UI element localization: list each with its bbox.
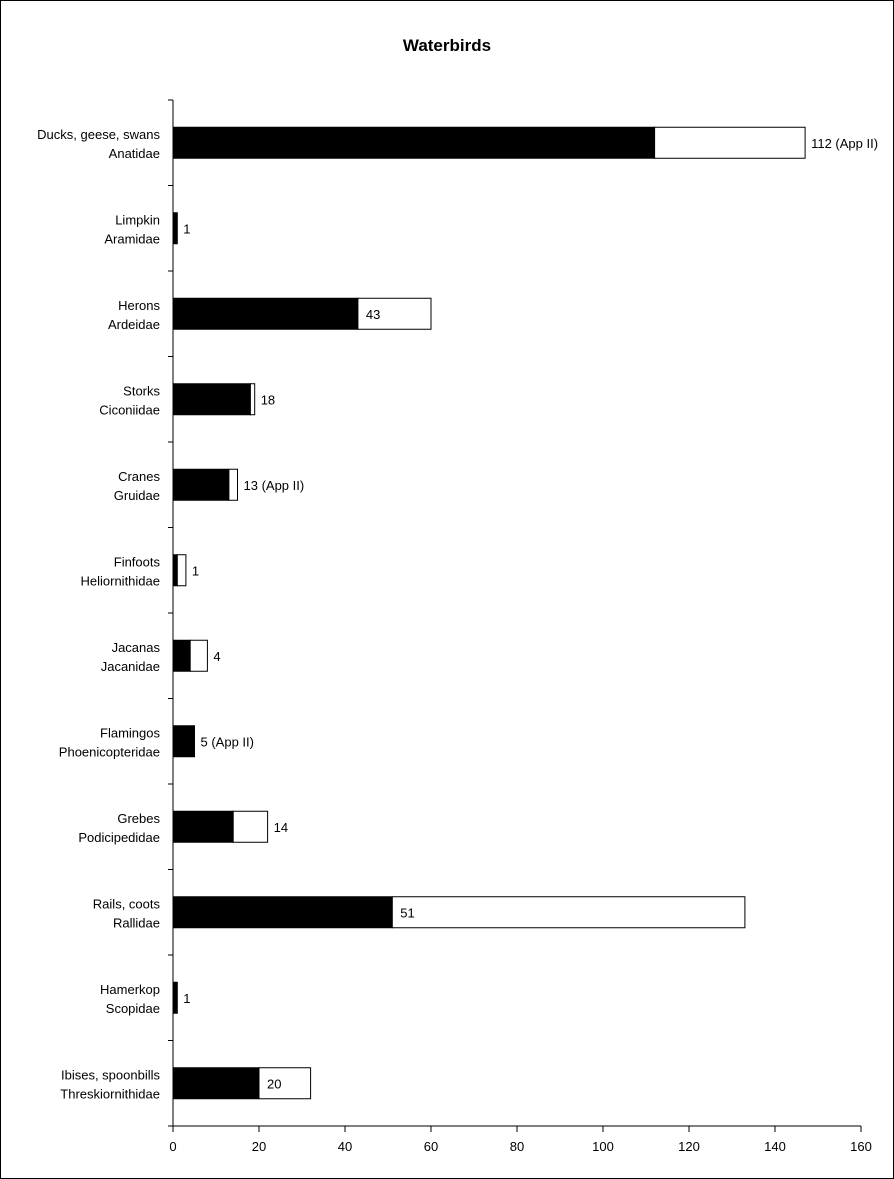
x-tick-label: 20 <box>251 1139 267 1154</box>
category-label-family: Ardeidae <box>107 316 160 332</box>
category-label-common: Flamingos <box>100 725 160 741</box>
category-label-common: Jacanas <box>111 639 160 655</box>
data-label: 5 (App II) <box>200 734 254 750</box>
category-label-common: Limpkin <box>115 212 160 228</box>
data-label: 112 (App II) <box>811 135 879 151</box>
data-label: 43 <box>365 306 381 322</box>
data-label: 20 <box>267 1076 282 1092</box>
bar-segment-primary <box>173 469 229 500</box>
x-tick-label: 0 <box>169 1139 177 1154</box>
category-label-family: Ciconiidae <box>99 402 160 418</box>
bar-segment-secondary <box>250 384 254 415</box>
bar-segment-primary <box>173 726 195 757</box>
category-label-family: Rallidae <box>113 915 160 931</box>
category-label-family: Threskiornithidae <box>60 1086 160 1102</box>
bar-segment-primary <box>173 213 177 244</box>
data-label: 18 <box>260 392 276 408</box>
category-label-common: Finfoots <box>113 554 160 570</box>
x-tick-label: 140 <box>764 1139 786 1154</box>
bar-segment-secondary <box>392 897 745 928</box>
bar-segment-primary <box>173 640 190 671</box>
category-label-family: Heliornithidae <box>80 573 160 589</box>
bar-segment-secondary <box>177 555 186 586</box>
x-tick-label: 100 <box>592 1139 614 1154</box>
x-tick-label: 40 <box>337 1139 353 1154</box>
bar-segment-primary <box>173 384 250 415</box>
category-label-common: Storks <box>123 383 160 399</box>
category-label-common: Rails, coots <box>92 896 160 912</box>
category-label-family: Aramidae <box>104 231 160 247</box>
category-label-common: Grebes <box>117 810 160 826</box>
category-label-common: Cranes <box>118 468 160 484</box>
data-label: 1 <box>191 563 200 579</box>
bar-segment-secondary <box>229 469 238 500</box>
bar-segment-primary <box>173 982 177 1013</box>
x-tick-label: 60 <box>423 1139 439 1154</box>
category-label-family: Podicipedidae <box>78 829 160 845</box>
category-label-family: Scopidae <box>105 1000 160 1016</box>
category-label-family: Jacanidae <box>100 658 160 674</box>
data-label: 51 <box>400 905 415 921</box>
data-label: 4 <box>213 648 221 664</box>
bar-segment-primary <box>173 127 655 158</box>
x-tick-label: 120 <box>678 1139 700 1154</box>
x-tick-label: 80 <box>509 1139 525 1154</box>
data-label: 14 <box>273 819 289 835</box>
category-label-family: Gruidae <box>113 487 160 503</box>
category-label-common: Ducks, geese, swans <box>37 126 160 142</box>
category-label-common: Hamerkop <box>100 981 160 997</box>
category-label-common: Ibises, spoonbills <box>61 1067 160 1083</box>
category-label-family: Anatidae <box>108 145 160 161</box>
category-label-family: Phoenicopteridae <box>58 744 160 760</box>
bar-segment-primary <box>173 1068 259 1099</box>
bar-segment-primary <box>173 811 233 842</box>
chart-title: Waterbirds <box>402 36 492 55</box>
data-label: 1 <box>183 221 191 237</box>
bar-segment-primary <box>173 897 392 928</box>
bar-segment-secondary <box>190 640 207 671</box>
category-label-common: Herons <box>118 297 160 313</box>
bar-segment-primary <box>173 298 358 329</box>
bar-segment-primary <box>173 555 177 586</box>
data-label: 13 (App II) <box>243 477 305 493</box>
bar-segment-secondary <box>655 127 806 158</box>
data-label: 1 <box>183 990 191 1006</box>
x-tick-label: 160 <box>850 1139 872 1154</box>
bar-segment-secondary <box>233 811 267 842</box>
